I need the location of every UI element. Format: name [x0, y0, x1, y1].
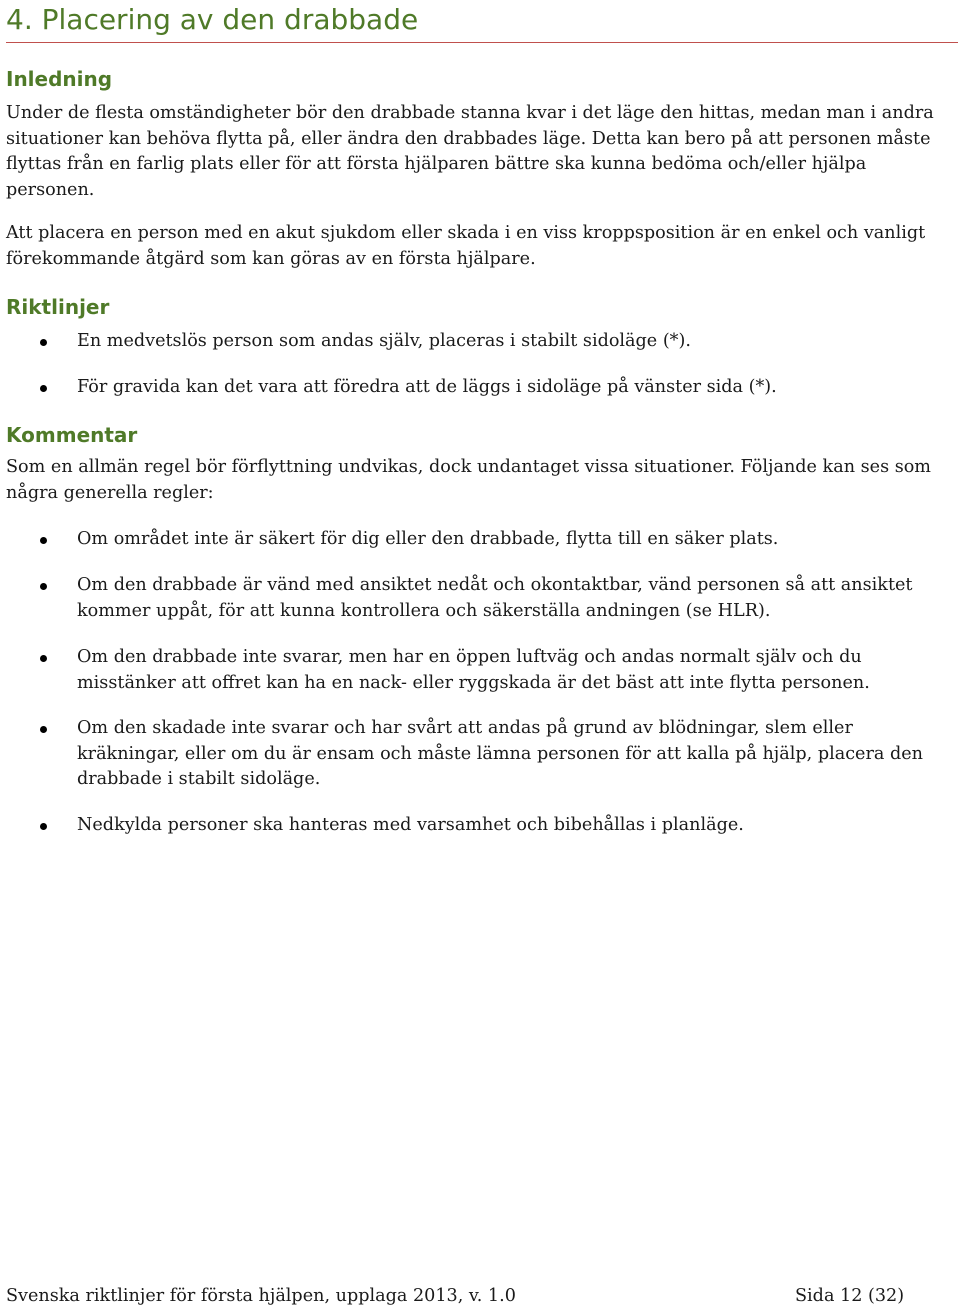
section-heading-riktlinjer: Riktlinjer — [6, 295, 110, 319]
title-divider — [6, 42, 958, 43]
list-item-text: Om den skadade inte svarar och har svårt att andas på grund av blödningar, slem eller kräkningar, eller om du är ensam och måste lämna personen för att kalla på hjälp, placera den drabbade i stabilt sidoläge. — [77, 718, 923, 789]
chapter-title: 4. Placering av den drabbade — [6, 3, 419, 36]
footer-document-title: Svenska riktlinjer för första hjälpen, upplaga 2013, v. 1.0 — [6, 1286, 516, 1306]
bullet-icon — [40, 823, 47, 830]
bullet-icon — [40, 655, 47, 662]
bullet-icon — [40, 726, 47, 733]
bullet-icon — [40, 537, 47, 544]
list-item-text: En medvetslös person som andas själv, placeras i stabilt sidoläge (*). — [77, 331, 691, 351]
bullet-icon — [40, 385, 47, 392]
footer-page-number: Sida 12 (32) — [795, 1286, 905, 1306]
list-item-text: Om området inte är säkert för dig eller den drabbade, flytta till en säker plats. — [77, 529, 779, 549]
bullet-icon — [40, 583, 47, 590]
inledning-paragraph-2: Att placera en person med en akut sjukdom eller skada i en viss kroppsposition är en enkel och vanligt förekommande åtgärd som kan göras av en första hjälpare. — [6, 223, 926, 269]
list-item-text: Om den drabbade är vänd med ansiktet nedåt och okontaktbar, vänd personen så att ansiktet kommer uppåt, för att kunna kontrollera och säkerställa andningen (se HLR). — [77, 575, 913, 621]
list-item-text: För gravida kan det vara att föredra att de läggs i sidoläge på vänster sida (*). — [77, 377, 777, 397]
list-item-text: Om den drabbade inte svarar, men har en öppen luftväg och andas normalt själv och du misstänker att offret kan ha en nack- eller ryggskada är det bäst att inte flytta personen. — [77, 647, 870, 693]
inledning-paragraph-1: Under de flesta omständigheter bör den drabbade stanna kvar i det läge den hittas, medan man i andra situationer kan behöva flytta på, eller ändra den drabbades läge. Detta kan bero på att personen måste flyttas från en farlig plats eller för att första hjälparen bättre ska kunna bedöma och/eller hjälpa personen. — [6, 103, 934, 200]
section-heading-inledning: Inledning — [6, 67, 113, 91]
kommentar-intro: Som en allmän regel bör förflyttning undvikas, dock undantaget vissa situationer. Följande kan ses som några generella regler: — [6, 457, 931, 503]
list-item-text: Nedkylda personer ska hanteras med varsamhet och bibehållas i planläge. — [77, 815, 744, 835]
bullet-icon — [40, 339, 47, 346]
section-heading-kommentar: Kommentar — [6, 423, 138, 447]
